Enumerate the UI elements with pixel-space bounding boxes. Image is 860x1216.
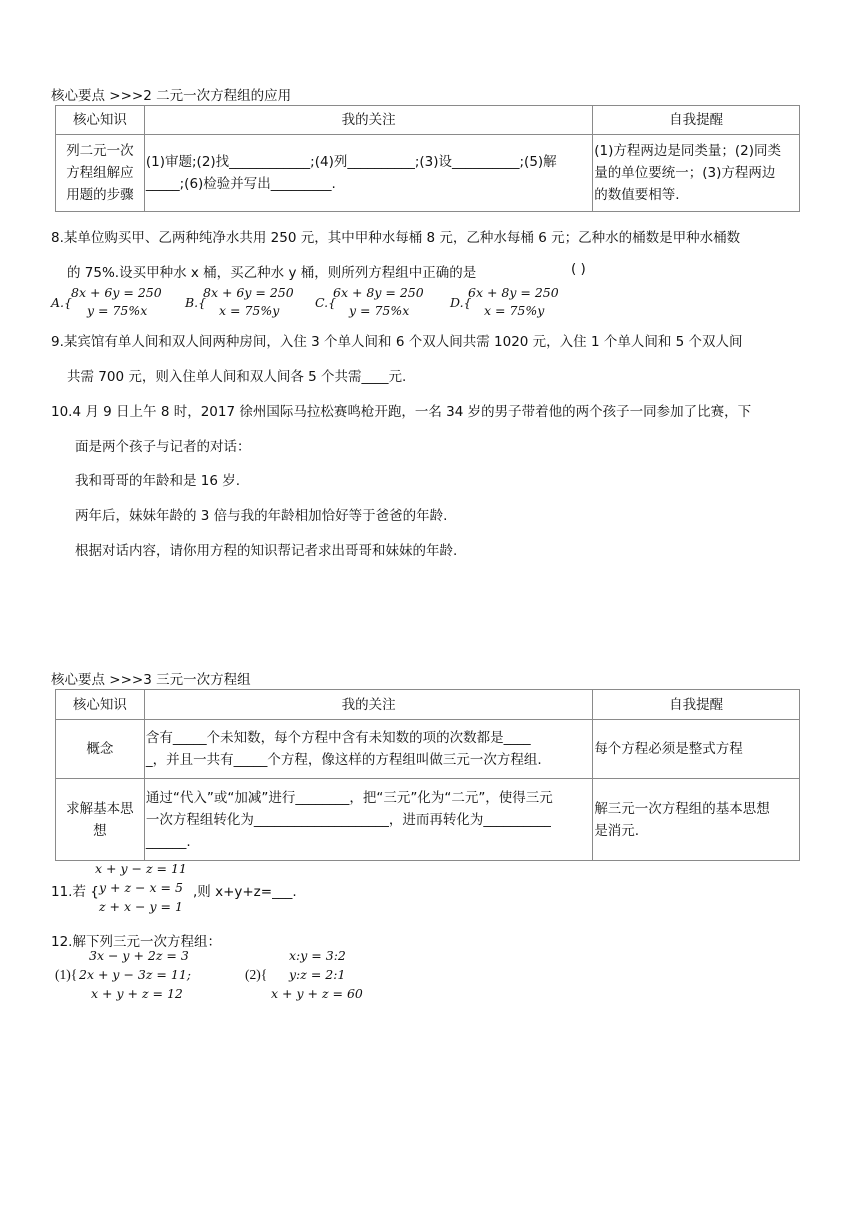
q8-line2: 的 75%.设买甲种水 x 桶，买乙种水 y 桶，则所列方程组中正确的是: [67, 265, 477, 281]
q10-line2: 面是两个孩子与记者的对话：: [75, 439, 251, 455]
q8-option-d: [450, 287, 590, 323]
q12-sys1-eq3: x + y + z = 12: [91, 986, 183, 1001]
q12-sys1-eq2: 2x + y − 3z = 11;: [79, 967, 191, 982]
q10-dialog2: 两年后，妹妹年龄的 3 倍与我的年龄相加恰好等于爸爸的年龄.: [75, 508, 448, 524]
option-equation: 8x + 6y = 250: [203, 285, 294, 300]
row-label: 概念: [56, 720, 145, 779]
option-label: C.{: [315, 295, 337, 310]
option-equation: 8x + 6y = 250: [71, 285, 162, 300]
option-label: B.{: [185, 295, 207, 310]
q8-option-b: [185, 287, 325, 323]
focus-cell: [144, 779, 592, 861]
header-my-focus: 我的关注: [144, 106, 592, 135]
q11-prefix: 11.若 {: [51, 884, 99, 900]
reminder-line: 是消元.: [594, 822, 640, 839]
header-core-knowledge: 核心知识: [56, 690, 145, 720]
q9-line2: 共需 700 元，则入住单人间和双人间各 5 个共需____元.: [67, 369, 407, 385]
focus-line: 含有_____个未知数，每个方程中含有未知数的项的次数都是____: [145, 730, 531, 746]
reminder-line: 的数值要相等.: [594, 187, 680, 203]
row-label-line: 方程组解应: [66, 165, 134, 181]
table-row: [56, 135, 800, 212]
focus-line: (1)审题;(2)找____________;(4)列__________;(3)设__________;(5)解: [145, 154, 557, 170]
option-equation: x = 75%y: [484, 303, 545, 318]
option-equation: 6x + 8y = 250: [468, 285, 559, 300]
row-label: [56, 135, 145, 212]
reminder-line: 解三元一次方程组的基本思想: [594, 800, 770, 817]
q12-sys1-eq1: 3x − y + 2z = 3: [89, 948, 189, 963]
table-row: [56, 779, 800, 861]
core-table-2: [55, 105, 800, 212]
table-header-row: [56, 690, 800, 720]
q12-sys2-label: (2){: [245, 967, 268, 982]
reminder-cell: [593, 135, 800, 212]
q12-sys1-label: (1){: [55, 967, 78, 982]
table-header-row: [56, 106, 800, 135]
focus-line: 通过“代入”或“加减”进行________，把“三元”化为“二元”，使得三元: [145, 789, 553, 806]
focus-cell: [144, 135, 592, 212]
q8-line1: 8.某单位购买甲、乙两种纯净水共用 250 元，其中甲种水每桶 8 元，乙种水每桶 6 元；乙种水的桶数是甲种水桶数: [51, 230, 741, 246]
focus-cell: [144, 720, 592, 779]
core-table-3: [55, 689, 800, 861]
focus-line: _____;(6)检验并写出_________.: [145, 176, 336, 192]
option-equation: y = 75%x: [87, 303, 148, 318]
q10-line1: 10.4 月 9 日上午 8 时，2017 徐州国际马拉松赛鸣枪开跑，一名 34 岁的男子带着他的两个孩子一同参加了比赛，下: [51, 404, 752, 420]
q8-answer-paren: ( ): [571, 261, 586, 277]
option-equation: 6x + 8y = 250: [333, 285, 424, 300]
q8-option-c: [315, 287, 455, 323]
header-my-focus: 我的关注: [144, 690, 592, 720]
q10-dialog3: 根据对话内容，请你用方程的知识帮记者求出哥哥和妹妹的年龄.: [75, 543, 458, 559]
focus-line: ______.: [145, 833, 191, 850]
q11-eq1: x + y − z = 11: [95, 861, 187, 876]
option-label: A.{: [51, 295, 72, 310]
q10-dialog1: 我和哥哥的年龄和是 16 岁.: [75, 473, 241, 489]
q12-sys2-eq1: x:y = 3:2: [289, 948, 346, 963]
reminder-line: 量的单位要统一；(3)方程两边: [594, 165, 776, 181]
focus-line: 一次方程组转化为____________________，进而再转化为__________: [145, 811, 551, 828]
q12-title: 12.解下列三元一次方程组：: [51, 934, 221, 950]
option-label: D.{: [450, 295, 472, 310]
q9-line1: 9.某宾馆有单人间和双人间两种房间，入住 3 个单人间和 6 个双人间共需 1020 元，入住 1 个单人间和 5 个双人间: [51, 334, 743, 350]
q11-eq2: y + z − x = 5: [99, 880, 183, 895]
q11-suffix: ,则 x+y+z=___.: [193, 884, 297, 900]
reminder-cell: [593, 779, 800, 861]
reminder-line: (1)方程两边是同类量；(2)同类: [594, 143, 782, 159]
q12-sys2-eq3: x + y + z = 60: [271, 986, 363, 1001]
reminder-cell: 每个方程必须是整式方程: [593, 720, 800, 779]
focus-line: _，并且一共有_____个方程，像这样的方程组叫做三元一次方程组.: [145, 752, 542, 768]
section-heading-3: 核心要点 >>>3 三元一次方程组: [51, 672, 251, 688]
header-core-knowledge: 核心知识: [56, 106, 145, 135]
row-label-line: 列二元一次: [66, 143, 134, 159]
q11-eq3: z + x − y = 1: [99, 899, 183, 914]
option-equation: y = 75%x: [349, 303, 410, 318]
row-label: [56, 779, 145, 861]
table-row: [56, 720, 800, 779]
section-heading-2: 核心要点 >>>2 二元一次方程组的应用: [51, 88, 292, 104]
row-label-line: 想: [93, 822, 107, 839]
header-self-reminder: 自我提醒: [593, 690, 800, 720]
q8-option-a: [51, 287, 191, 323]
option-equation: x = 75%y: [219, 303, 280, 318]
row-label-line: 用题的步骤: [66, 187, 134, 203]
header-self-reminder: 自我提醒: [593, 106, 800, 135]
row-label-line: 求解基本思: [66, 800, 134, 817]
q12-sys2-eq2: y:z = 2:1: [289, 967, 346, 982]
